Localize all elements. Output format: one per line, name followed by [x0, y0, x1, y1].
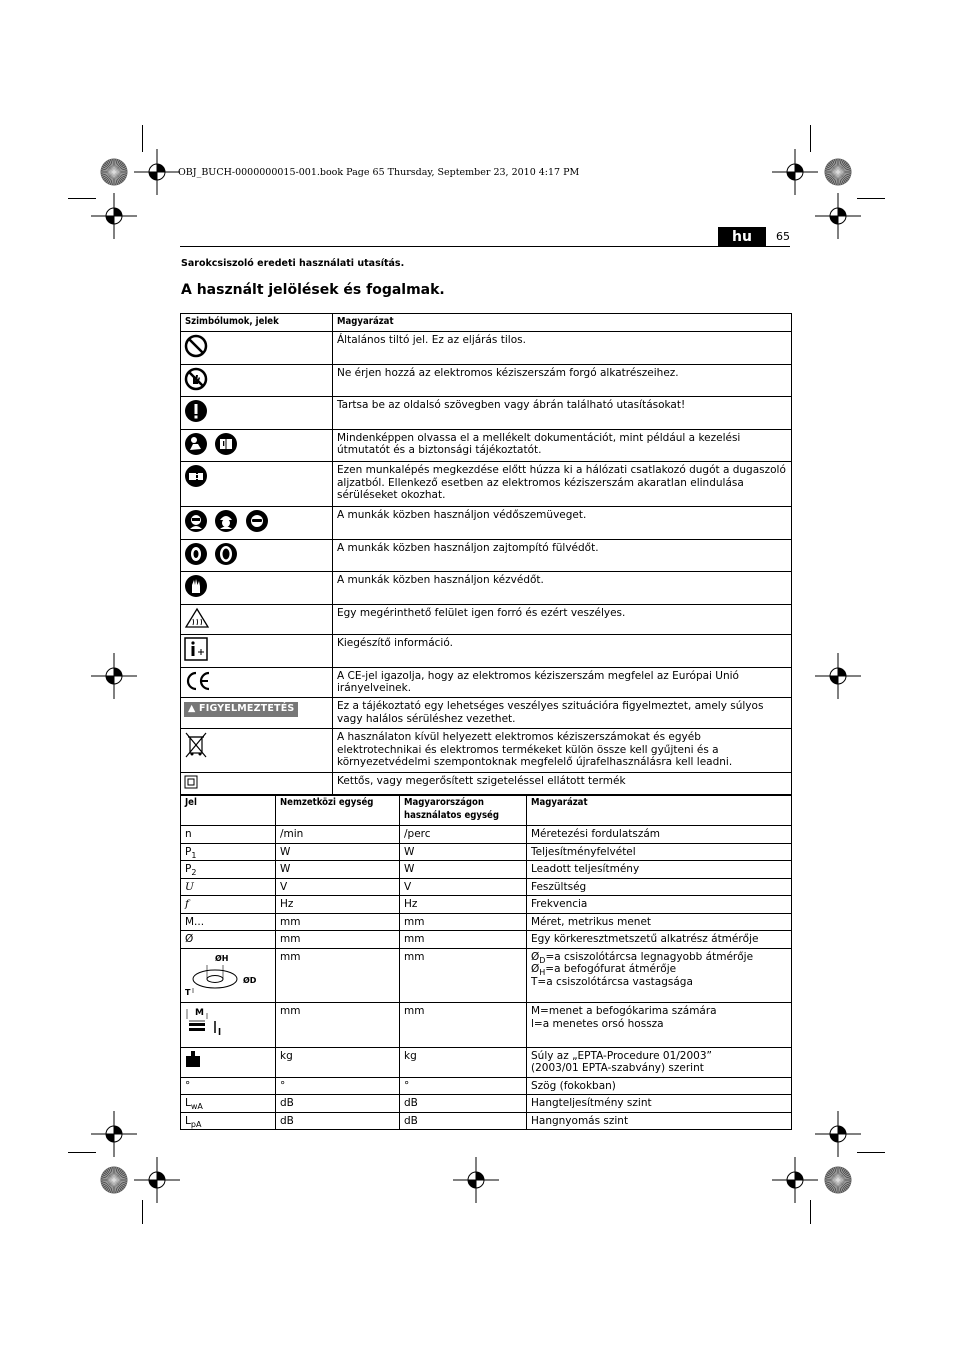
unit-national: mm: [400, 948, 527, 1003]
crop-crosshair-icon: [772, 149, 818, 195]
unit-symbol: n: [181, 826, 276, 844]
gloves-icon: [184, 574, 208, 602]
unit-symbol: f: [181, 896, 276, 914]
unit-national: dB: [400, 1112, 527, 1130]
face-shield-icon: [184, 509, 208, 537]
crop-line: [857, 198, 885, 199]
crop-line: [68, 1152, 96, 1153]
meaning-line: T=a csiszolótárcsa vastagsága: [531, 975, 693, 988]
unit-meaning: Hangnyomás szint: [527, 1112, 792, 1130]
ce-mark-icon: [184, 670, 212, 696]
unit-symbol-subscript: 2: [191, 868, 197, 877]
unit-meaning: Hangteljesítmény szint: [527, 1095, 792, 1113]
unit-meaning: Teljesítményfelvétel: [527, 843, 792, 861]
symbol-description: A munkák közben használjon kézvédőt.: [333, 572, 792, 605]
unit-symbol: [181, 843, 276, 861]
unit-symbol: Ø: [181, 931, 276, 949]
unit-intl: mm: [276, 948, 400, 1003]
hot-surface-icon: [184, 607, 210, 633]
crop-line: [142, 125, 143, 152]
meaning-text: =a csiszolótárcsa legnagyobb átmérője: [545, 950, 754, 963]
warning-label: [184, 702, 298, 717]
unit-meaning: Szög (fokokban): [527, 1077, 792, 1095]
col-header-jel: Jel: [181, 795, 276, 826]
meaning-line: Súly az „EPTA-Procedure 01/2003”: [531, 1049, 712, 1062]
diagram-label-m: M: [195, 1008, 204, 1018]
spindle-thread-icon: [185, 1005, 225, 1041]
symbol-description: Tartsa be az oldalsó szövegben vagy ábrán található utasításokat!: [333, 397, 792, 430]
double-insulation-icon: [184, 775, 198, 793]
unit-national: kg: [400, 1047, 527, 1077]
unit-national: °: [400, 1077, 527, 1095]
symbol-description: Egy megérinthető felület igen forró és ezért veszélyes.: [333, 604, 792, 635]
warning-label-text: FIGYELMEZTETÉS: [199, 703, 295, 714]
registration-target-icon: [824, 158, 852, 186]
symbol-description: Általános tiltó jel. Ez az eljárás tilos.: [333, 332, 792, 365]
crop-line: [142, 1200, 143, 1224]
unit-intl: °: [276, 1077, 400, 1095]
diagram-label-oh: ØH: [215, 953, 229, 963]
registration-target-icon: [100, 1166, 128, 1194]
unit-symbol-base: P: [185, 863, 192, 875]
helmet-icon: [214, 509, 238, 537]
symbol-description: Ezen munkalépés megkezdése előtt húzza ki a hálózati csatlakozó dugót a dugaszoló aljzatból. Ellenkező esetben az elektromos kéziszerszám akaratlan elindulása sérüléseket okozhat.: [333, 462, 792, 507]
unit-intl: /min: [276, 826, 400, 844]
col-header-national: Magyarországon használatos egység: [400, 795, 527, 826]
meaning-line: [531, 951, 787, 964]
meaning-text: Ø: [531, 950, 540, 963]
crop-line: [68, 198, 96, 199]
crop-crosshair-icon: [91, 1111, 137, 1157]
unit-national: mm: [400, 931, 527, 949]
header-rule: [180, 246, 790, 247]
unit-national: W: [400, 861, 527, 879]
warning-triangle-icon: ▲: [188, 703, 200, 714]
meaning-subscript: H: [539, 968, 546, 977]
unit-meaning: Frekvencia: [527, 896, 792, 914]
col-header-meaning: Magyarázat: [333, 314, 792, 332]
unplug-icon: [184, 464, 208, 492]
weight-icon: [185, 1050, 201, 1068]
unit-meaning: Méret, metrikus menet: [527, 913, 792, 931]
document-subtitle: Sarokcsiszoló eredeti használati utasítás.: [181, 258, 405, 269]
ear-protection-icon: [184, 542, 208, 570]
crop-line: [810, 125, 811, 152]
crop-crosshair-icon: [815, 653, 861, 699]
unit-intl: mm: [276, 931, 400, 949]
meaning-subscript: D: [539, 955, 546, 965]
weee-bin-icon: [184, 731, 208, 763]
col-header-meaning: Magyarázat: [527, 795, 792, 826]
diagram-label-t: T: [185, 987, 191, 997]
col-header-intl: Nemzetközi egység: [276, 795, 400, 826]
registration-target-icon: [100, 158, 128, 186]
unit-symbol-base: L: [185, 1097, 191, 1109]
disc-dimensions-icon: [185, 951, 265, 997]
unit-national: V: [400, 878, 527, 896]
units-table: [180, 794, 792, 1130]
crop-crosshair-icon: [134, 1157, 180, 1203]
page-number: 65: [776, 230, 790, 243]
crop-line: [857, 1152, 885, 1153]
crop-crosshair-icon: [91, 193, 137, 239]
col-header-symbols: Szimbólumok, jelek: [181, 314, 333, 332]
unit-symbol-subscript: wA: [190, 1102, 203, 1111]
prohibition-icon: [184, 334, 208, 362]
symbol-description: Ne érjen hozzá az elektromos kéziszerszám forgó alkatrészeihez.: [333, 364, 792, 397]
unit-meaning: [527, 1003, 792, 1048]
section-heading: A használt jelölések és fogalmak.: [181, 282, 445, 298]
diagram-label-l: l: [218, 1028, 222, 1038]
unit-meaning: Méretezési fordulatszám: [527, 826, 792, 844]
unit-symbol: [181, 948, 276, 1003]
unit-intl: W: [276, 861, 400, 879]
unit-symbol-subscript: 1: [191, 850, 197, 860]
meaning-text: Ø: [531, 963, 540, 975]
unit-intl: dB: [276, 1112, 400, 1130]
symbol-description: A munkák közben használjon zajtompító fülvédőt.: [333, 539, 792, 572]
crop-crosshair-icon: [91, 653, 137, 699]
ear-muffs-icon: [214, 542, 238, 570]
unit-intl: Hz: [276, 896, 400, 914]
diagram-label-od: ØD: [243, 975, 257, 985]
crop-crosshair-icon: [453, 1157, 499, 1203]
unit-intl: mm: [276, 913, 400, 931]
unit-national: /perc: [400, 826, 527, 844]
unit-national: mm: [400, 1003, 527, 1048]
info-icon: [184, 637, 208, 665]
unit-symbol: [181, 861, 276, 879]
crop-crosshair-icon: [815, 1111, 861, 1157]
print-header: OBJ_BUCH-0000000015-001.book Page 65 Thursday, September 23, 2010 4:17 PM: [178, 167, 580, 178]
registration-target-icon: [824, 1166, 852, 1194]
meaning-line: [531, 963, 787, 976]
symbol-description: A munkák közben használjon védőszemüveget.: [333, 507, 792, 540]
unit-intl: mm: [276, 1003, 400, 1048]
crop-line: [810, 1200, 811, 1224]
symbol-description: A CE-jel igazolja, hogy az elektromos kéziszerszám megfelel az Európai Unió irányelveinek.: [333, 667, 792, 698]
unit-symbol-base: P: [185, 845, 192, 858]
symbol-description: A használaton kívül helyezett elektromos kéziszerszámokat és egyéb elektrotechnikai és elektromos termékeket külön össze kell gyűjteni és a környezetvédelmi szempontoknak megfelelő újrafelhasználásra kell leadni.: [333, 729, 792, 773]
unit-national: dB: [400, 1095, 527, 1113]
crop-crosshair-icon: [134, 149, 180, 195]
person-reading-icon: [184, 432, 208, 460]
unit-meaning: [527, 948, 792, 1003]
unit-symbol: °: [181, 1077, 276, 1095]
unit-symbol: [181, 1047, 276, 1077]
unit-symbol-base: L: [185, 1114, 191, 1127]
meaning-text: =a befogófurat átmérője: [545, 963, 677, 975]
meaning-line: (2003/01 EPTA-szabvány) szerint: [531, 1062, 704, 1074]
read-manual-icon: [214, 432, 238, 460]
unit-intl: dB: [276, 1095, 400, 1113]
meaning-line: l=a menetes orsó hossza: [531, 1017, 664, 1030]
symbol-description: Ez a tájékoztató egy lehetséges veszélyes szituációra figyelmeztet, amely súlyos vagy halálos sérüléshez vezethet.: [333, 698, 792, 729]
unit-symbol: U: [181, 878, 276, 896]
unit-national: mm: [400, 913, 527, 931]
unit-symbol-subscript: pA: [190, 1119, 202, 1129]
unit-meaning: Egy körkeresztmetszetű alkatrész átmérője: [527, 931, 792, 949]
do-not-touch-icon: [184, 367, 208, 395]
unit-intl: V: [276, 878, 400, 896]
unit-meaning: Leadott teljesítmény: [527, 861, 792, 879]
unit-national: Hz: [400, 896, 527, 914]
crop-crosshair-icon: [815, 193, 861, 239]
unit-intl: W: [276, 843, 400, 861]
exclamation-icon: [184, 399, 208, 427]
unit-symbol: M...: [181, 913, 276, 931]
symbol-description: Mindenképpen olvassa el a mellékelt dokumentációt, mint például a kezelési útmutatót és a biztonsági tájékoztatót.: [333, 429, 792, 462]
unit-symbol: [181, 1095, 276, 1113]
unit-meaning: Feszültség: [527, 878, 792, 896]
unit-meaning: [527, 1047, 792, 1077]
unit-symbol: [181, 1112, 276, 1130]
unit-national: W: [400, 843, 527, 861]
crop-crosshair-icon: [772, 1157, 818, 1203]
symbol-description: Kiegészítő információ.: [333, 635, 792, 668]
eye-protection-icon: [245, 509, 269, 537]
meaning-line: M=menet a befogókarima számára: [531, 1005, 717, 1017]
unit-symbol: [181, 1003, 276, 1048]
symbols-table: [180, 313, 792, 796]
unit-intl: kg: [276, 1047, 400, 1077]
symbol-description: Kettős, vagy megerősített szigeteléssel ellátott termék: [333, 773, 792, 796]
language-tab: hu: [718, 227, 766, 247]
